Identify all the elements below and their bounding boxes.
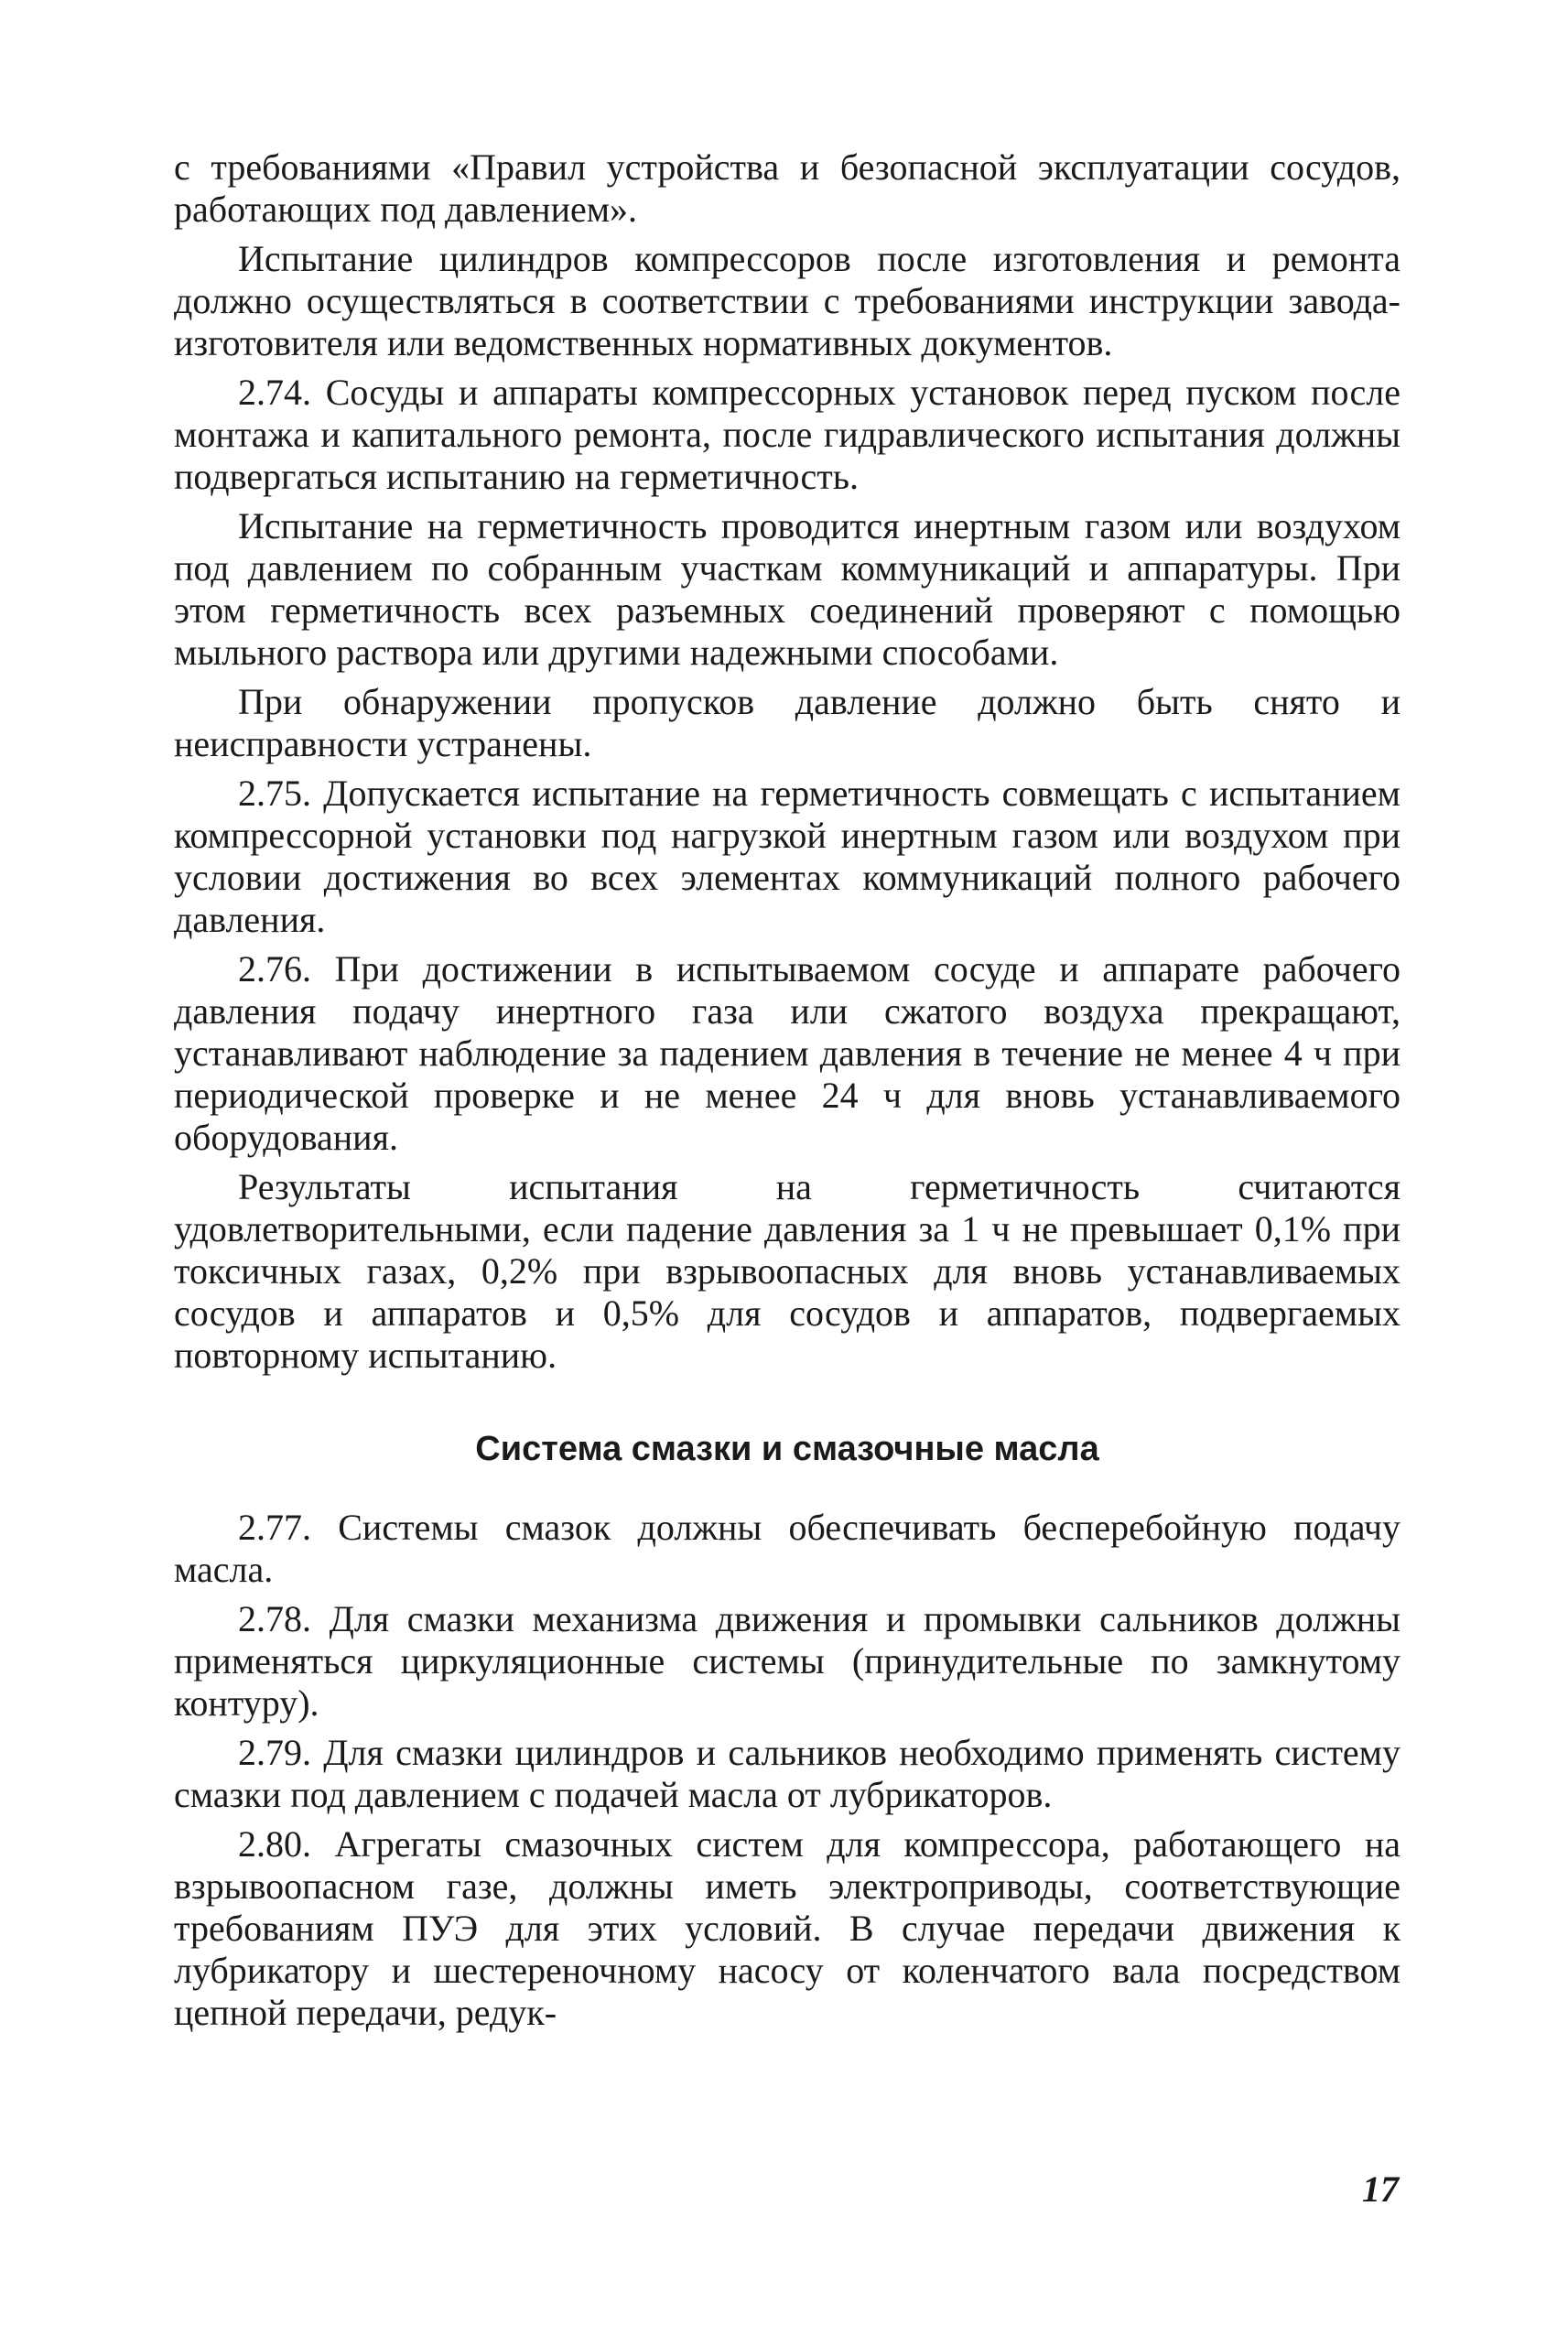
paragraph-2-74: 2.74. Сосуды и аппараты компрессорных установок перед пуском после монтажа и капитального ремонта, после гидравлического испытания должны подвергаться испытанию на герметичность. xyxy=(174,372,1400,497)
paragraph-2-79: 2.79. Для смазки цилиндров и сальников необходимо применять систему смазки под давлением с подачей масла от лубрикаторов. xyxy=(174,1732,1400,1815)
paragraph-cylinder-testing: Испытание цилиндров компрессоров после изготовления и ремонта должно осуществляться в соответствии с требованиями инструкции завода-изготовителя или ведомственных нормативных документов. xyxy=(174,238,1400,363)
page-number: 17 xyxy=(1362,2168,1399,2210)
paragraph-tightness-testing: Испытание на герметичность проводится инертным газом или воздухом под давлением по собранным участкам коммуникаций и аппаратуры. При этом герметичность всех разъемных соединений проверяют с помощью мыльного раствора или другими надежными способами. xyxy=(174,505,1400,673)
paragraph-2-80: 2.80. Агрегаты смазочных систем для компрессора, работающего на взрывоопасном газе, должны иметь электроприводы, соответствующие требованиям ПУЭ для этих условий. В случае передачи движения к лубрикатору и шестереночному насосу от коленчатого вала посредством цепной передачи, редук- xyxy=(174,1823,1400,2033)
paragraph-2-77: 2.77. Системы смазок должны обеспечивать бесперебойную подачу масла. xyxy=(174,1507,1400,1590)
paragraph-2-78: 2.78. Для смазки механизма движения и промывки сальников должны применяться циркуляционные системы (принудительные по замкнутому контуру). xyxy=(174,1598,1400,1724)
paragraph-2-76: 2.76. При достижении в испытываемом сосуде и аппарате рабочего давления подачу инертного газа или сжатого воздуха прекращают, устанавливают наблюдение за падением давления в течение не менее 4 ч при периодической проверке и не менее 24 ч для вновь устанавливаемого оборудования. xyxy=(174,948,1400,1158)
paragraph-test-results: Результаты испытания на герметичность считаются удовлетворительными, если падение давления за 1 ч не превышает 0,1% при токсичных газах, 0,2% при взрывоопасных для вновь устанавливаемых сосудов и аппаратов и 0,5% для сосудов и аппаратов, подвергаемых повторному испытанию. xyxy=(174,1166,1400,1376)
section-heading: Система смазки и смазочные масла xyxy=(475,1430,1099,1468)
page-content xyxy=(174,146,1400,2041)
paragraph-leak-detection: При обнаружении пропусков давление должно быть снято и неисправности устранены. xyxy=(174,681,1400,764)
paragraph-2-75: 2.75. Допускается испытание на герметичность совмещать с испытанием компрессорной установки под нагрузкой инертным газом или воздухом при условии достижения во всех элементах коммуникаций полного рабочего давления. xyxy=(174,773,1400,940)
paragraph-continuation: с требованиями «Правил устройства и безопасной эксплуатации сосудов, работающих под давлением». xyxy=(174,146,1400,230)
